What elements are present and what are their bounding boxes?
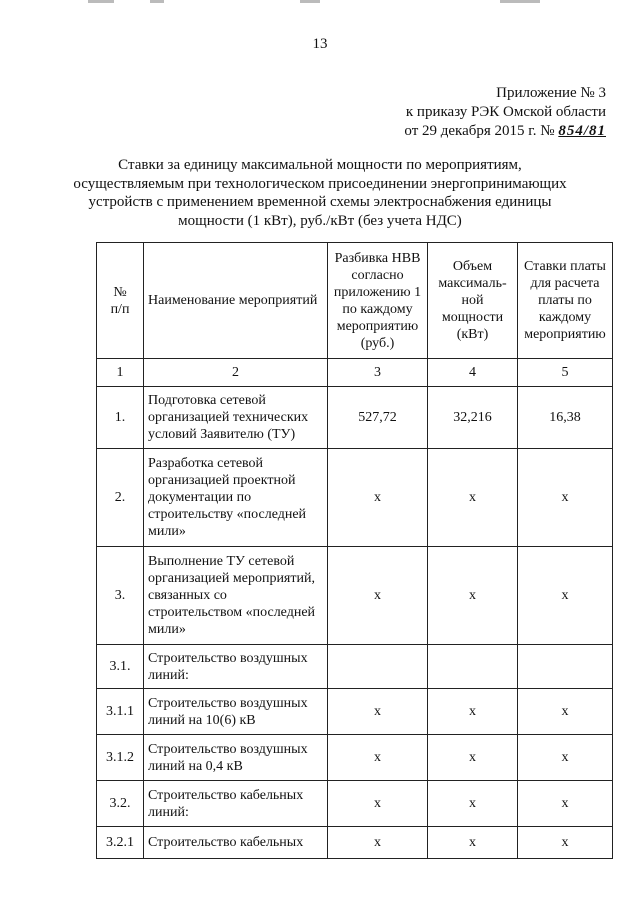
cell-text-line: Строительство воздушных: [148, 741, 308, 757]
table-header-row: [97, 243, 613, 359]
header-nvv-breakdown: [328, 243, 428, 359]
title-line: устройств с применением временной схемы электроснабжения единицы: [88, 194, 552, 210]
rate-value: 16,38: [518, 387, 613, 449]
document-title: [70, 156, 570, 230]
rate-value: х: [518, 689, 613, 735]
cell-text-line: линий:: [148, 804, 189, 820]
table-row: [97, 387, 613, 449]
table-row: [97, 781, 613, 827]
activity-name: [144, 781, 328, 827]
activity-name: [144, 449, 328, 547]
max-power-value: 32,216: [428, 387, 518, 449]
cell-text-line: Разработка сетевой: [148, 456, 264, 471]
cell-text-line: Разбивка НВВ: [334, 250, 421, 266]
max-power-value: [428, 645, 518, 689]
cell-text-line: Строительство воздушных: [148, 695, 308, 711]
cell-text-line: максималь-: [438, 276, 507, 291]
table-row: [97, 689, 613, 735]
scan-artifact: [300, 0, 320, 3]
cell-text-line: Строительство воздушных: [148, 650, 308, 666]
cell-text-line: документации по: [148, 490, 252, 505]
activity-name: [144, 827, 328, 859]
title-line: мощности (1 кВт), руб./кВт (без учета НДС): [178, 212, 462, 229]
cell-text-line: условий Заявителю (ТУ): [148, 427, 296, 442]
row-number: 3.2.: [97, 781, 144, 827]
nvv-breakdown-value: [328, 645, 428, 689]
cell-text-line: линий на 10(6) кВ: [148, 712, 256, 728]
page-number: 13: [312, 36, 328, 52]
header-number: [97, 243, 144, 359]
row-number: 3.1.1: [97, 689, 144, 735]
activity-name: [144, 547, 328, 645]
cell-text-line: (руб.): [360, 335, 395, 351]
cell-text-line: мили»: [148, 524, 186, 539]
cell-text-line: Подготовка сетевой: [148, 393, 266, 408]
nvv-breakdown-value: 527,72: [328, 387, 428, 449]
nvv-breakdown-value: х: [328, 781, 428, 827]
column-number: 3: [328, 359, 428, 387]
cell-text-line: линий на 0,4 кВ: [148, 758, 243, 774]
cell-text-line: Наименование мероприятий: [148, 293, 318, 308]
scan-artifact: [150, 0, 164, 3]
max-power-value: х: [428, 547, 518, 645]
activity-name: [144, 689, 328, 735]
table-row: [97, 645, 613, 689]
cell-text-line: строительству «последней: [148, 507, 307, 522]
title-line: осуществляемым при технологическом присоединении энергопринимающих: [73, 175, 567, 192]
appendix-order-date: [404, 122, 606, 141]
activity-name: [144, 645, 328, 689]
cell-text-line: для расчета: [530, 276, 600, 291]
max-power-value: х: [428, 689, 518, 735]
appendix-order-date-text: от 29 декабря 2015 г. №: [404, 123, 555, 139]
cell-text-line: Выполнение ТУ сетевой: [148, 554, 295, 569]
cell-text-line: Строительство кабельных: [148, 835, 304, 850]
column-number: 4: [428, 359, 518, 387]
max-power-value: х: [428, 449, 518, 547]
header-activity-name: [144, 243, 328, 359]
cell-text-line: ной: [461, 293, 484, 308]
cell-text-line: Строительство кабельных: [148, 787, 304, 803]
nvv-breakdown-value: х: [328, 547, 428, 645]
cell-text-line: Ставки платы: [524, 259, 606, 274]
table-row: [97, 547, 613, 645]
table-row: [97, 449, 613, 547]
activity-name: [144, 735, 328, 781]
cell-text-line: линий:: [148, 667, 189, 683]
nvv-breakdown-value: х: [328, 827, 428, 859]
rate-value: х: [518, 827, 613, 859]
appendix-header: [404, 84, 606, 141]
title-line: Ставки за единицу максимальной мощности по мероприятиям,: [118, 157, 522, 173]
max-power-value: х: [428, 781, 518, 827]
column-number: 5: [518, 359, 613, 387]
header-max-power: [428, 243, 518, 359]
rates-table: [96, 242, 613, 859]
appendix-order-ref: к приказу РЭК Омской области: [405, 104, 606, 120]
nvv-breakdown-value: х: [328, 689, 428, 735]
cell-text-line: организацией проектной: [148, 473, 296, 488]
cell-text-line: п/п: [110, 301, 130, 317]
row-number: 3.: [97, 547, 144, 645]
nvv-breakdown-value: х: [328, 735, 428, 781]
row-number: 3.1.2: [97, 735, 144, 781]
activity-name: [144, 387, 328, 449]
cell-text-line: мощности: [441, 310, 504, 325]
rate-value: х: [518, 735, 613, 781]
cell-text-line: мероприятию: [336, 318, 419, 334]
header-rate: [518, 243, 613, 359]
cell-text-line: (кВт): [456, 327, 489, 342]
rates-table-body: [97, 243, 613, 859]
cell-text-line: связанных со: [148, 588, 227, 603]
appendix-title: Приложение № 3: [496, 85, 606, 101]
table-row: [97, 735, 613, 781]
table-row: [97, 827, 613, 859]
cell-text-line: каждому: [538, 310, 592, 325]
max-power-value: х: [428, 827, 518, 859]
cell-text-line: приложению 1: [333, 284, 422, 300]
cell-text-line: строительством «последней: [148, 605, 316, 620]
cell-text-line: платы по: [538, 293, 592, 308]
row-number: 3.2.1: [97, 827, 144, 859]
rate-value: х: [518, 449, 613, 547]
cell-text-line: согласно: [351, 267, 404, 283]
cell-text-line: №: [113, 284, 127, 300]
cell-text-line: организацией мероприятий,: [148, 571, 315, 586]
scan-artifact: [88, 0, 114, 3]
row-number: 3.1.: [97, 645, 144, 689]
column-number: 1: [97, 359, 144, 387]
rate-value: [518, 645, 613, 689]
rate-value: х: [518, 547, 613, 645]
row-number: 2.: [97, 449, 144, 547]
nvv-breakdown-value: х: [328, 449, 428, 547]
cell-text-line: Объем: [452, 259, 493, 274]
column-number-row: [97, 359, 613, 387]
cell-text-line: по каждому: [342, 301, 413, 317]
max-power-value: х: [428, 735, 518, 781]
cell-text-line: мили»: [148, 622, 186, 637]
cell-text-line: мероприятию: [524, 327, 606, 342]
row-number: 1.: [97, 387, 144, 449]
rate-value: х: [518, 781, 613, 827]
column-number: 2: [144, 359, 328, 387]
scan-artifact: [500, 0, 540, 3]
handwritten-order-number: 854/81: [558, 123, 606, 139]
cell-text-line: организацией технических: [148, 410, 309, 425]
